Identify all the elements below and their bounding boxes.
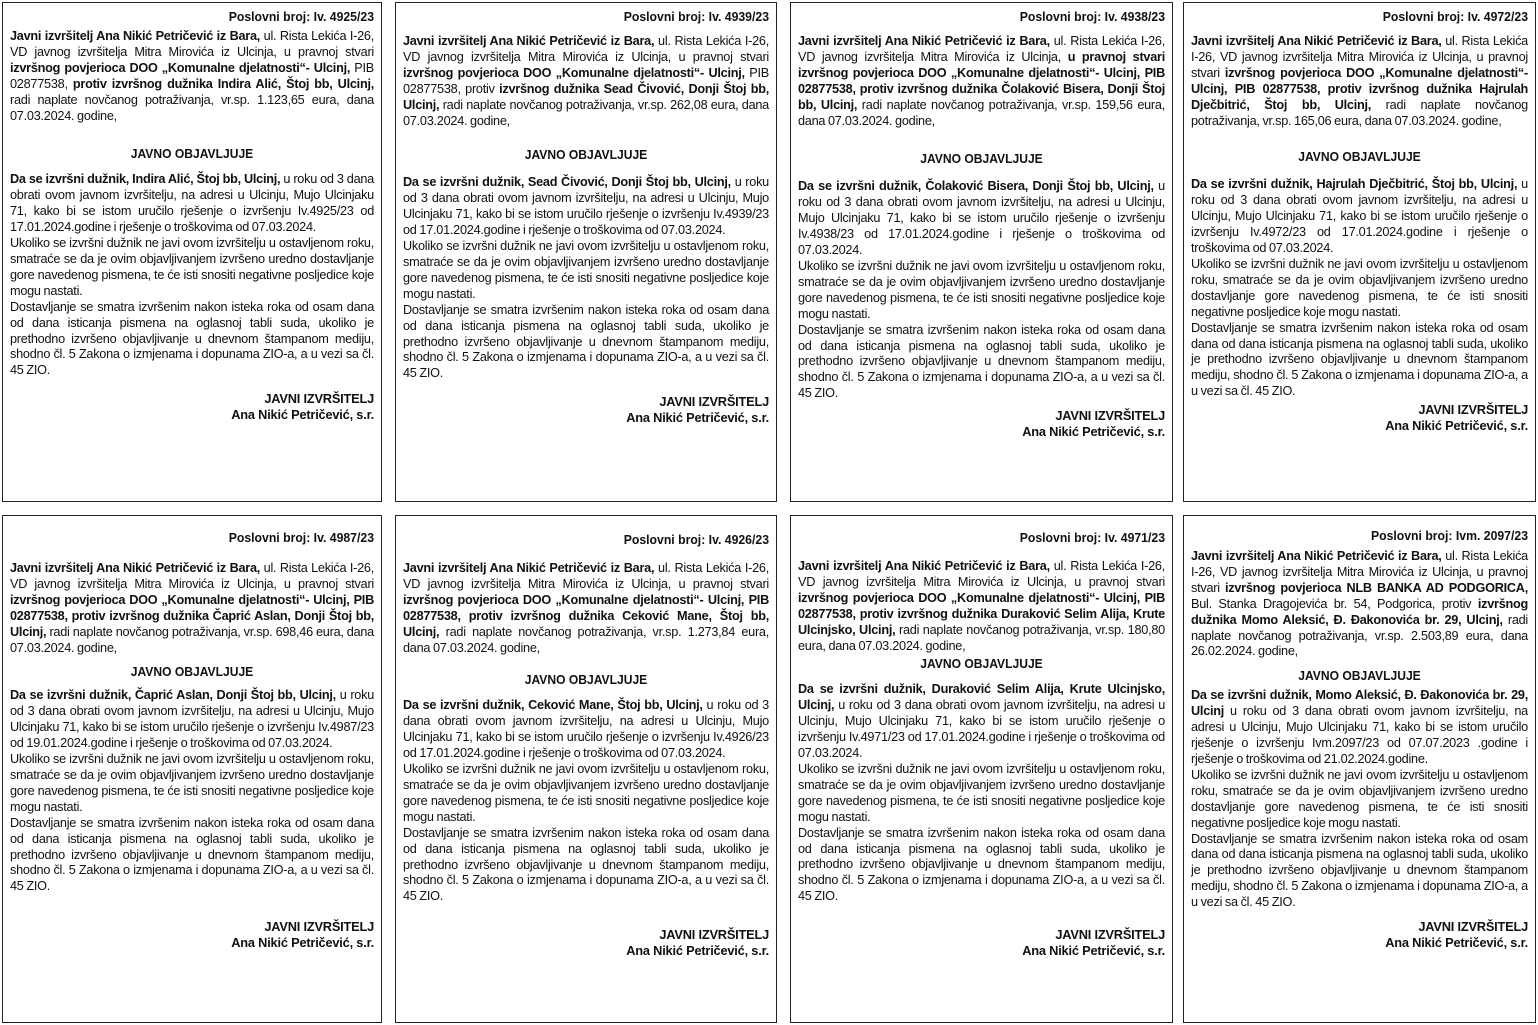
intro-text: ul. Rista Lekića I-26, VD javnog izvršitelja Mitra Mirovića iz Ulcinja, u pravnoj stvari bbox=[10, 561, 374, 591]
notice-heading: JAVNO OBJAVLJUJE bbox=[1298, 149, 1421, 165]
delivery-paragraph: Dostavljanje se smatra izvršenim nakon isteka roka od osam dana od dana isticanja pismena na oglasnoj tabli suda, ukoliko je prethodno izvršeno objavljivanje u dnevnom štampanom mediju, shodno čl. 5 Zakona o izmjenama i dopunama ZIO-a, a u vezi sa čl. 45 ZIO. bbox=[10, 299, 374, 378]
signature-name: Ana Nikić Petričević, s.r. bbox=[626, 410, 769, 426]
intro-text: Javni izvršitelj Ana Nikić Petričević iz Bara, bbox=[1191, 34, 1442, 48]
notice-heading: JAVNO OBJAVLJUJE bbox=[130, 664, 254, 680]
failure-paragraph: Ukoliko se izvršni dužnik ne javi ovom izvršitelju u ostavljenom roku, smatraće se da je ovim objavljivanjem izvršeno uredno dostavljanje gore navedenog pismena, te će isti snositi negativne posljedice koje mogu nastati. bbox=[10, 752, 374, 814]
intro-text: PIB 02877538, bbox=[10, 60, 374, 91]
intro-text: u pravnoj stvari izvršnog povjerioca DOO „Komunalne djelatnosti“- Ulcinj, PIB 02877538, protiv izvršnog dužnika Čolaković Bisera, Donji Štoj bb, Ulcinj, bbox=[798, 49, 1165, 112]
body-text: Da se izvršni dužnik, Sead Čivović, Donji Štoj bb, Ulcinj, bbox=[403, 175, 731, 190]
signature bbox=[10, 391, 374, 423]
body-text: u roku od 3 dana obrati ovom javnom izvršitelju, na adresi u Ulcinju, Mujo Ulcinjaku 71, kako bi se istom uručilo rješenje o izvršenju Iv.4926/23 od 17.01.2024.godine i rješenje o troškovima od 07.03.2024. bbox=[403, 698, 769, 761]
intro-text: radi naplate novčanog potraživanja, vr.sp. 1.123,65 eura, dana 07.03.2024. godine, bbox=[10, 92, 374, 123]
body-text: u roku od 3 dana obrati ovom javnom izvršitelju, na adresi u Ulcinju, Mujo Ulcinjaku 71, kako bi se istom uručilo rješenje o izvršenju Ivm.2097/23 od 07.07.2023 .godine i rješenje o troškovima od 21.02.2024.godine. bbox=[1191, 704, 1528, 766]
intro-text: izvršnog dužnika Sead Čivović, Donji Štoj bb, Ulcinj, bbox=[403, 81, 769, 112]
signature-title: JAVNI IZVRŠITELJ bbox=[264, 919, 374, 935]
signature-title: JAVNI IZVRŠITELJ bbox=[659, 927, 769, 943]
notice-iv-4925 bbox=[2, 2, 382, 502]
notice-heading: JAVNO OBJAVLJUJE bbox=[524, 147, 648, 163]
intro-text: ul. Rista Lekića I-26, VD javnog izvršitelja Mitra Mirovića iz Ulcinja, u pravnoj stvari bbox=[10, 29, 374, 59]
body-text: Da se izvršni dužnik, Momo Aleksić, Đ. Đakonovića br. 29, Ulcinj bbox=[1191, 688, 1528, 719]
notice-iv-4972 bbox=[1183, 2, 1536, 502]
delivery-paragraph: Dostavljanje se smatra izvršenim nakon isteka roka od osam dana od dana isticanja pismena na oglasnoj tabli suda, ukoliko je prethodno izvršeno objavljivanje u dnevnom štampanom mediju, shodno čl. 5 Zakona o izmjenama i dopunama ZIO-a, a u vezi sa čl. 45 ZIO. bbox=[1191, 320, 1528, 399]
intro-text: radi naplate novčanog potraživanja, vr.sp. 159,56 eura, dana 07.03.2024. godine, bbox=[798, 97, 1165, 128]
signature-name: Ana Nikić Petričević, s.r. bbox=[626, 943, 769, 959]
signature-name: Ana Nikić Petričević, s.r. bbox=[1385, 418, 1528, 434]
signature-name: Ana Nikić Petričević, s.r. bbox=[231, 407, 374, 423]
signature-name: Ana Nikić Petričević, s.r. bbox=[1385, 935, 1528, 951]
signature-name: Ana Nikić Petričević, s.r. bbox=[231, 935, 374, 951]
body-text: Da se izvršni dužnik, Čolaković Bisera, Donji Štoj bb, Ulcinj, bbox=[798, 179, 1154, 194]
body-text: Da se izvršni dužnik, Duraković Selim Alija, Krute Ulcinjsko, Ulcinj, bbox=[798, 682, 1165, 713]
intro-text: izvršnog povjerioca NLB BANKA AD PODGORICA, bbox=[1224, 580, 1528, 595]
intro-paragraph bbox=[403, 561, 769, 656]
signature bbox=[403, 394, 769, 426]
intro-text: radi naplate novčanog potraživanja, vr.sp. 262,08 eura, dana 07.03.2024. godine, bbox=[403, 97, 769, 128]
notice-iv-4926 bbox=[395, 515, 777, 1023]
delivery-paragraph: Dostavljanje se smatra izvršenim nakon isteka roka od osam dana od dana isticanja pismena na oglasnoj tabli suda, ukoliko je prethodno izvršeno objavljivanje u dnevnom štampanom mediju, shodno čl. 5 Zakona o izmjenama i dopunama ZIO-a, a u vezi sa čl. 45 ZIO. bbox=[798, 825, 1165, 904]
signature-title: JAVNI IZVRŠITELJ bbox=[264, 391, 374, 407]
intro-paragraph bbox=[10, 561, 374, 656]
intro-text: ul. Rista Lekića I-26, VD javnog izvršitelja Mitra Mirovića iz Ulcinja, u pravnoj stvari bbox=[1191, 34, 1528, 80]
intro-text: izvršnog povjerioca DOO „Komunalne djelatnosti“- Ulcinj, bbox=[403, 65, 745, 80]
body-paragraph bbox=[798, 682, 1165, 762]
signature-title: JAVNI IZVRŠITELJ bbox=[659, 394, 769, 410]
intro-text: Javni izvršitelj Ana Nikić Petričević iz Bara, bbox=[10, 29, 261, 43]
case-number: Poslovni broj: Iv. 4925/23 bbox=[228, 9, 374, 24]
intro-text: radi naplate novčanog potraživanja, vr.sp. 180,80 eura, dana 07.03.2024. godine, bbox=[798, 622, 1165, 653]
body-paragraph bbox=[10, 688, 374, 752]
failure-paragraph: Ukoliko se izvršni dužnik ne javi ovom izvršitelju u ostavljenom roku, smatraće se da je ovim objavljivanjem izvršeno uredno dostavljanje gore navedenog pismena, te će isti snositi negativne posljedice koje mogu nastati. bbox=[10, 236, 374, 298]
intro-text: radi naplate novčanog potraživanja, vr.sp. 698,46 eura, dana 07.03.2024. godine, bbox=[10, 624, 374, 655]
notice-heading: JAVNO OBJAVLJUJE bbox=[524, 672, 648, 688]
intro-text: ul. Rista Lekića I-26, VD javnog izvršitelja Mitra Mirovića iz Ulcinja, u pravnoj stvari bbox=[798, 559, 1165, 589]
intro-text: izvršnog povjerioca DOO „Komunalne djelatnosti“- Ulcinj, PIB 02877538, protiv izvršnog dužnika Duraković Selim Alija, Krute Ulcinjsko, Ulcinj, bbox=[798, 590, 1165, 637]
body-text: u roku od 3 dana obrati ovom javnom izvršitelju, na adresi u Ulcinju, Mujo Ulcinjaku 71, kako bi se istom uručilo rješenje o izvršenju Iv.4971/23 od 17.01.2024.godine i rješenje o troškovima od 07.03.2024. bbox=[798, 698, 1165, 761]
failure-paragraph: Ukoliko se izvršni dužnik ne javi ovom izvršitelju u ostavljenom roku, smatraće se da je ovim objavljivanjem izvršeno uredno dostavljanje gore navedenog pismena, te će isti snositi negativne posljedice koje mogu nastati. bbox=[1191, 767, 1528, 830]
signature bbox=[1191, 402, 1528, 434]
failure-paragraph: Ukoliko se izvršni dužnik ne javi ovom izvršitelju u ostavljenom roku, smatraće se da je ovim objavljivanjem izvršeno uredno dostavljanje gore navedenog pismena, te će isti snositi negativne posljedice koje mogu nastati. bbox=[798, 258, 1165, 321]
intro-text: ul. Rista Lekića I-26, VD javnog izvršitelja Mitra Mirovića iz Ulcinja, bbox=[798, 34, 1165, 64]
intro-text: ul. Rista Lekića I-26, VD javnog izvršitelja Mitra Mirovića iz Ulcinja, u pravnoj stvari bbox=[403, 561, 769, 591]
intro-text: Bul. Stanka Dragojevića br. 54, Podgorica, protiv bbox=[1191, 596, 1478, 611]
body-paragraph bbox=[10, 172, 374, 236]
signature-title: JAVNI IZVRŠITELJ bbox=[1418, 919, 1528, 935]
notice-heading: JAVNO OBJAVLJUJE bbox=[130, 146, 254, 162]
case-number: Poslovni broj: Ivm. 2097/23 bbox=[1370, 528, 1528, 543]
intro-text: izvršnog dužnika Momo Aleksić, Đ. Đakonovića br. 29, Ulcinj, bbox=[1191, 596, 1528, 627]
intro-text: izvršnog povjerioca DOO „Komunalne djelatnosti“- Ulcinj, PIB 02877538, protiv izvršnog dužnika Hajrulah Dječbitrić, Štoj bb, Ulcinj, bbox=[1191, 65, 1528, 112]
delivery-paragraph: Dostavljanje se smatra izvršenim nakon isteka roka od osam dana od dana isticanja pismena na oglasnoj tabli suda, ukoliko je prethodno izvršeno objavljivanje u dnevnom štampanom mediju, shodno čl. 5 Zakona o izmjenama i dopunama ZIO-a, a u vezi sa čl. 45 ZIO. bbox=[403, 302, 769, 381]
intro-paragraph bbox=[798, 559, 1165, 654]
intro-paragraph bbox=[1191, 34, 1528, 129]
failure-paragraph: Ukoliko se izvršni dužnik ne javi ovom izvršitelju u ostavljenom roku, smatraće se da je ovim objavljivanjem izvršeno uredno dostavljanje gore navedenog pismena, te će isti snositi negativne posljedice koje mogu nastati. bbox=[1191, 256, 1528, 319]
body-text: u roku od 3 dana obrati ovom javnom izvršitelju, na adresi u Ulcinju, Mujo Ulcinjaku 71, kako bi se istom uručilo rješenje o izvršenju Iv.4987/23 od 19.01.2024.godine i rješenje o troškovima od 07.03.2024. bbox=[10, 688, 375, 751]
intro-text: izvršnog povjerioca DOO „Komunalne djelatnosti“- Ulcinj, PIB 02877538, protiv izvršnog dužnika Ceković Mane, Štoj bb, Ulcinj, bbox=[403, 592, 769, 639]
intro-text: radi naplate novčanog potraživanja, vr.sp. 1.273,84 eura, dana 07.03.2024. godine, bbox=[403, 624, 769, 655]
body-paragraph bbox=[403, 698, 769, 762]
body-paragraph bbox=[1191, 688, 1528, 768]
case-number: Poslovni broj: Iv. 4971/23 bbox=[1019, 530, 1165, 545]
intro-paragraph bbox=[10, 29, 374, 124]
intro-text: izvršnog povjerioca DOO „Komunalne djelatnosti“- Ulcinj, bbox=[10, 60, 351, 75]
case-number: Poslovni broj: Iv. 4938/23 bbox=[1019, 9, 1165, 24]
delivery-paragraph: Dostavljanje se smatra izvršenim nakon isteka roka od osam dana od dana isticanja pismena na oglasnoj tabli suda, ukoliko je prethodno izvršeno objavljivanje u dnevnom štampanom mediju, shodno čl. 5 Zakona o izmjenama i dopunama ZIO-a, a u vezi sa čl. 45 ZIO. bbox=[798, 322, 1165, 401]
case-number: Poslovni broj: Iv. 4987/23 bbox=[228, 530, 374, 545]
intro-text: protiv izvršnog dužnika Indira Alić, bbox=[72, 76, 281, 91]
intro-text: Javni izvršitelj Ana Nikić Petričević iz Bara, bbox=[798, 34, 1050, 48]
signature bbox=[403, 927, 769, 959]
intro-text: Javni izvršitelj Ana Nikić Petričević iz Bara, bbox=[1191, 549, 1442, 563]
signature bbox=[798, 408, 1165, 440]
notice-heading: JAVNO OBJAVLJUJE bbox=[1298, 668, 1421, 684]
body-paragraph bbox=[798, 179, 1165, 259]
intro-text: radi naplate novčanog potraživanja, vr.sp. 2.503,89 eura, dana 26.02.2024. godine, bbox=[1191, 612, 1529, 659]
signature bbox=[10, 919, 374, 951]
intro-text: radi naplate novčanog potraživanja, vr.sp. 165,06 eura, dana 07.03.2024. godine, bbox=[1191, 97, 1528, 128]
case-number: Poslovni broj: Iv. 4939/23 bbox=[623, 9, 769, 24]
case-number: Poslovni broj: Iv. 4972/23 bbox=[1382, 9, 1528, 24]
intro-text: Javni izvršitelj Ana Nikić Petričević iz Bara, bbox=[403, 561, 655, 575]
failure-paragraph: Ukoliko se izvršni dužnik ne javi ovom izvršitelju u ostavljenom roku, smatraće se da je ovim objavljivanjem izvršeno uredno dostavljanje gore navedenog pismena, te će isti snositi negativne posljedice koje mogu nastati. bbox=[403, 239, 769, 301]
notice-ivm-2097 bbox=[1183, 515, 1536, 1023]
delivery-paragraph: Dostavljanje se smatra izvršenim nakon isteka roka od osam dana od dana isticanja pismena na oglasnoj tabli suda, ukoliko je prethodno izvršeno objavljivanje u dnevnom štampanom mediju, shodno čl. 5 Zakona o izmjenama i dopunama ZIO-a, a u vezi sa čl. 45 ZIO. bbox=[1191, 831, 1528, 910]
notice-iv-4938 bbox=[790, 2, 1173, 502]
body-text: u roku od 3 dana obrati ovom javnom izvršitelju, na adresi u Ulcinju, Mujo Ulcinjaku 71, kako bi se istom uručilo rješenje o izvršenju Iv.4972/23 od 17.01.2024.godine i rješenje o troškovima od 07.03.2024. bbox=[1191, 177, 1528, 256]
notice-iv-4971 bbox=[790, 515, 1173, 1023]
intro-text: izvršnog povjerioca DOO „Komunalne djelatnosti“- Ulcinj, PIB 02877538, protiv izvršnog dužnika Čaprić Aslan, Donji Štoj bb, Ulcinj, bbox=[10, 592, 374, 639]
delivery-paragraph: Dostavljanje se smatra izvršenim nakon isteka roka od osam dana od dana isticanja pismena na oglasnoj tabli suda, ukoliko je prethodno izvršeno objavljivanje u dnevnom štampanom mediju, shodno čl. 5 Zakona o izmjenama i dopunama ZIO-a, a u vezi sa čl. 45 ZIO. bbox=[403, 825, 769, 904]
failure-paragraph: Ukoliko se izvršni dužnik ne javi ovom izvršitelju u ostavljenom roku, smatraće se da je ovim objavljivanjem izvršeno uredno dostavljanje gore navedenog pismena, te će isti snositi negativne posljedice koje mogu nastati. bbox=[403, 762, 769, 824]
intro-text: ul. Rista Lekića I-26, VD javnog izvršitelja Mitra Mirovića iz Ulcinja, u pravnoj stvari bbox=[1191, 549, 1528, 595]
notice-iv-4939 bbox=[395, 2, 777, 502]
intro-text: PIB 02877538, protiv bbox=[403, 65, 769, 96]
intro-text: ul. Rista Lekića I-26, VD javnog izvršitelja Mitra Mirovića iz Ulcinja, u pravnoj stvari bbox=[403, 34, 769, 64]
body-text: Da se izvršni dužnik, Ceković Mane, Štoj bb, Ulcinj, bbox=[403, 698, 703, 713]
case-number: Poslovni broj: Iv. 4926/23 bbox=[623, 532, 769, 547]
signature-name: Ana Nikić Petričević, s.r. bbox=[1022, 424, 1165, 440]
intro-paragraph bbox=[798, 34, 1165, 129]
body-text: Da se izvršni dužnik, Čaprić Aslan, Donji Štoj bb, Ulcinj, bbox=[10, 688, 336, 703]
signature-title: JAVNI IZVRŠITELJ bbox=[1055, 408, 1165, 424]
notice-heading: JAVNO OBJAVLJUJE bbox=[920, 656, 1043, 672]
intro-paragraph bbox=[1191, 549, 1528, 660]
notice-heading: JAVNO OBJAVLJUJE bbox=[920, 151, 1043, 167]
failure-paragraph: Ukoliko se izvršni dužnik ne javi ovom izvršitelju u ostavljenom roku, smatraće se da je ovim objavljivanjem izvršeno uredno dostavljanje gore navedenog pismena, te će isti snositi negativne posljedice koje mogu nastati. bbox=[798, 761, 1165, 824]
signature bbox=[1191, 919, 1528, 951]
notice-iv-4987 bbox=[2, 515, 382, 1023]
body-text: u roku od 3 dana obrati ovom javnom izvršitelju, na adresi u Ulcinju, Mujo Ulcinjaku 71, kako bi se istom uručilo rješenje o izvršenju Iv.4939/23 od 17.01.2024.godine i rješenje o troškovima od 07.03.2024. bbox=[403, 175, 769, 238]
signature-name: Ana Nikić Petričević, s.r. bbox=[1022, 943, 1165, 959]
delivery-paragraph: Dostavljanje se smatra izvršenim nakon isteka roka od osam dana od dana isticanja pismena na oglasnoj tabli suda, ukoliko je prethodno izvršeno objavljivanje u dnevnom štampanom mediju, shodno čl. 5 Zakona o izmjenama i dopunama ZIO-a, a u vezi sa čl. 45 ZIO. bbox=[10, 815, 374, 894]
intro-text: Štoj bb, Ulcinj, bbox=[286, 76, 374, 91]
body-text: u roku od 3 dana obrati ovom javnom izvršitelju, na adresi u Ulcinju, Mujo Ulcinjaku 71, kako bi se istom uručilo rješenje o izvršenju Iv.4925/23 od 17.01.2024.godine i rješenje o troškovima od 07.03.2024. bbox=[10, 172, 374, 235]
intro-text: Javni izvršitelj Ana Nikić Petričević iz Bara, bbox=[798, 559, 1050, 573]
body-text: u roku od 3 dana obrati ovom javnom izvršitelju, na adresi u Ulcinju, Mujo Ulcinjaku 71, kako bi se istom uručilo rješenje o izvršenju Iv.4938/23 od 17.01.2024.godine i rješenje o troškovima od 07.03.2024. bbox=[798, 179, 1165, 258]
intro-text: Javni izvršitelj Ana Nikić Petričević iz Bara, bbox=[403, 34, 655, 48]
body-paragraph bbox=[1191, 177, 1528, 257]
body-text: Da se izvršni dužnik, Indira Alić, Štoj bb, Ulcinj, bbox=[10, 172, 281, 187]
body-text: Da se izvršni dužnik, Hajrulah Dječbitrić, Štoj bb, Ulcinj, bbox=[1191, 177, 1518, 192]
signature bbox=[798, 927, 1165, 959]
signature-title: JAVNI IZVRŠITELJ bbox=[1055, 927, 1165, 943]
signature-title: JAVNI IZVRŠITELJ bbox=[1418, 402, 1528, 418]
intro-text: Javni izvršitelj Ana Nikić Petričević iz Bara, bbox=[10, 561, 261, 575]
intro-paragraph bbox=[403, 34, 769, 129]
body-paragraph bbox=[403, 175, 769, 239]
